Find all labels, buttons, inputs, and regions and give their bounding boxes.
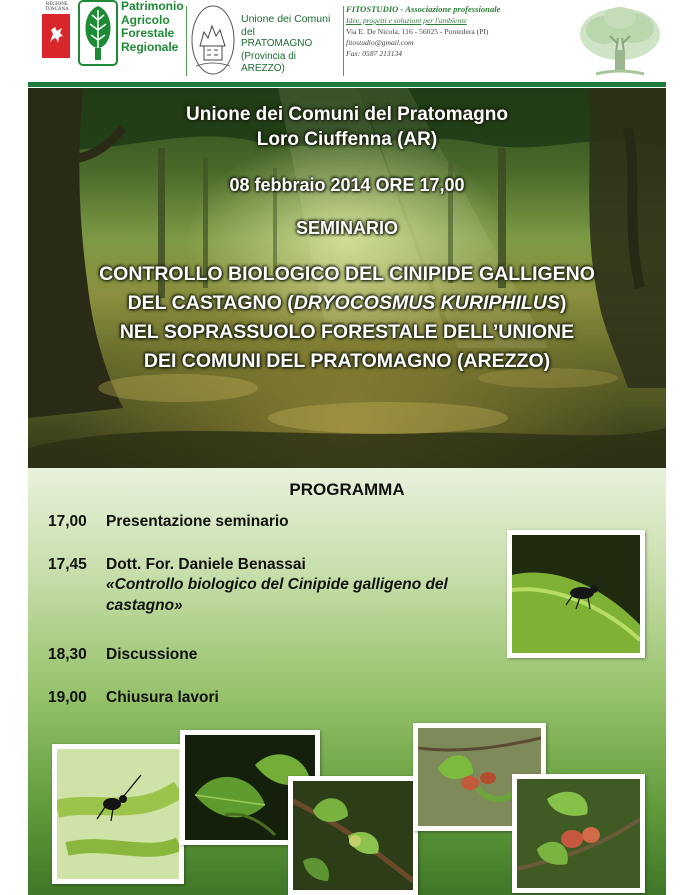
program-time: 18,30 xyxy=(48,646,87,663)
regione-flag-icon xyxy=(42,14,70,58)
wasp-twig-image-icon xyxy=(57,749,179,879)
photo-wasp-on-twig xyxy=(52,744,184,884)
fitostudio-email: fitostudio@gmail.com xyxy=(346,38,414,47)
hero-event-type: SEMINARIO xyxy=(295,218,398,238)
program-time: 17,00 xyxy=(48,513,87,530)
hero-seminar-title xyxy=(28,260,666,376)
patrimonio-tree-logo-icon xyxy=(78,0,118,66)
title-text: ) xyxy=(559,292,567,314)
program-text: Chiusura lavori xyxy=(106,689,219,706)
title-line: DEI COMUNI DEL PRATOMAGNO (AREZZO) xyxy=(143,350,551,372)
header-logos xyxy=(0,0,695,86)
program-item xyxy=(48,513,289,531)
patrimonio-line: Agricolo xyxy=(121,12,170,27)
program-talk-title: «Controllo biologico del Cinipide galligeno del castagno» xyxy=(106,576,448,614)
forest-hero-banner xyxy=(28,88,666,468)
regione-label: REGIONE TOSCANA xyxy=(45,2,69,12)
header-divider xyxy=(186,6,187,76)
patrimonio-line: Patrimonio xyxy=(121,0,184,13)
galls-close-up-image-icon xyxy=(517,779,640,888)
fitostudio-tagline: Idee, progetti e soluzioni per l'ambiente xyxy=(346,16,467,25)
photo-galls-close-up xyxy=(512,774,645,893)
program-time: 17,45 xyxy=(48,556,87,573)
patrimonio-line: Regionale xyxy=(121,39,179,54)
species-name: DRYOCOSMUS KURIPHILUS xyxy=(293,292,560,314)
title-line: NEL SOPRASSUOLO FORESTALE DELL’UNIONE xyxy=(119,321,575,343)
fitostudio-address: Via E. De Nicola, 116 - 56025 - Pontedera (PI) xyxy=(346,27,489,36)
title-line: CONTROLLO BIOLOGICO DEL CINIPIDE GALLIGENO xyxy=(99,263,595,285)
fitostudio-fax: Fax: 0587 213134 xyxy=(346,49,403,58)
program-item xyxy=(48,556,506,616)
title-text: DEL CASTAGNO ( xyxy=(127,292,294,314)
unione-sketch-logo-icon xyxy=(190,2,236,76)
program-text: Presentazione seminario xyxy=(106,513,289,530)
header-divider xyxy=(343,6,344,76)
photo-wasp-on-leaf xyxy=(507,530,645,658)
fitostudio-tree-logo-icon xyxy=(576,4,664,78)
hero-organizer: Unione dei Comuni del Pratomagno xyxy=(186,104,508,125)
hero-date: 08 febbraio 2014 ORE 17,00 xyxy=(229,175,465,195)
regione-toscana-logo xyxy=(42,2,72,82)
patrimonio-line: Forestale xyxy=(121,26,175,40)
patrimonio-text xyxy=(121,0,183,80)
unione-line: Unione dei Comuni del xyxy=(241,13,331,38)
unione-text xyxy=(241,13,341,93)
wasp-leaf-image-icon xyxy=(512,535,640,653)
photo-gall-branch xyxy=(288,776,418,895)
program-item xyxy=(48,689,219,707)
pegasus-icon xyxy=(47,24,65,46)
unione-line: PRATOMAGNO xyxy=(241,38,313,49)
program-section xyxy=(28,468,666,895)
fitostudio-title: FITOSTUDIO - Associazione professionale xyxy=(346,4,501,14)
program-text: Discussione xyxy=(106,646,198,663)
hero-location: Loro Ciuffenna (AR) xyxy=(256,129,438,150)
program-text: Dott. For. Daniele Benassai xyxy=(106,556,306,573)
unione-line: (Provincia di AREZZO) xyxy=(241,50,297,74)
program-heading: PROGRAMMA xyxy=(289,480,405,499)
program-item xyxy=(48,646,197,664)
gall-branch-image-icon xyxy=(293,781,413,890)
title-line xyxy=(28,289,666,318)
program-time: 19,00 xyxy=(48,689,87,706)
fitostudio-contact xyxy=(346,4,561,84)
header-green-rule xyxy=(28,82,666,87)
